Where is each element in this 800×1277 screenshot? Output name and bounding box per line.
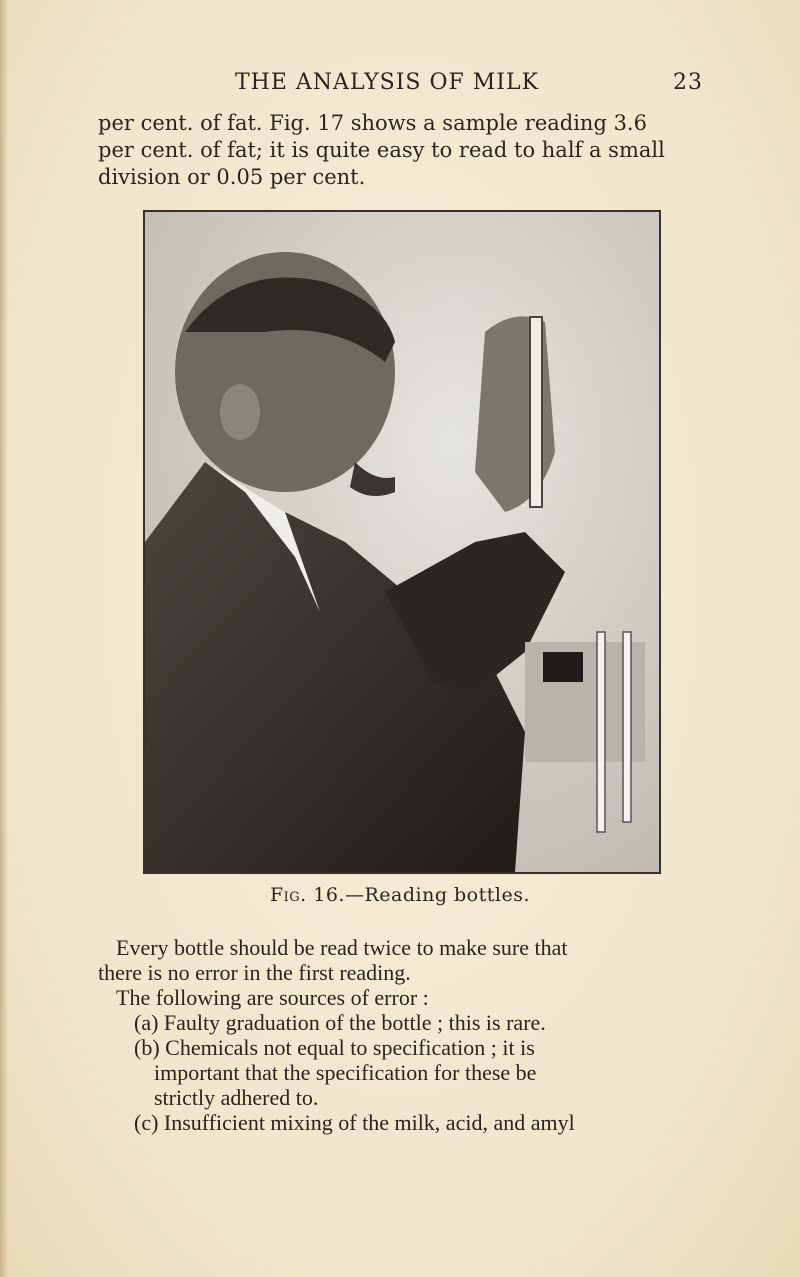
text-line: per cent. of fat; it is quite easy to read to half a small <box>98 138 665 162</box>
top-paragraph <box>98 110 710 191</box>
running-title: THE ANALYSIS OF MILK <box>235 70 540 95</box>
list-item: (a) Faulty graduation of the bottle ; this is rare. <box>134 1010 546 1035</box>
text-line: The following are sources of error : <box>116 985 429 1010</box>
text-line: there is no error in the first reading. <box>98 960 411 985</box>
test-tube-shape <box>597 632 605 832</box>
ear-shape <box>220 384 260 440</box>
figure-label: Fig. 16. <box>269 884 345 906</box>
list-item: (c) Insufficient mixing of the milk, acid, and amyl <box>134 1110 575 1135</box>
text-line: important that the specification for these be <box>154 1060 537 1085</box>
test-tube-shape <box>623 632 631 822</box>
page-spine-shadow <box>0 0 8 1277</box>
list-item: (b) Chemicals not equal to specification ; it is <box>134 1035 535 1060</box>
photo-illustration <box>145 212 659 872</box>
figure-caption-text: —Reading bottles. <box>344 884 531 906</box>
body-paragraphs <box>98 935 718 1135</box>
text-line: strictly adhered to. <box>154 1085 319 1110</box>
tube-rack-top-shape <box>543 652 583 682</box>
figure-caption <box>0 884 800 906</box>
text-line: per cent. of fat. Fig. 17 shows a sample reading 3.6 <box>98 111 647 135</box>
figure-photograph <box>143 210 661 874</box>
text-line: Every bottle should be read twice to make sure that <box>116 935 568 960</box>
text-line: division or 0.05 per cent. <box>98 165 366 189</box>
page-number: 23 <box>673 70 703 95</box>
milk-bottle-shape <box>530 317 542 507</box>
